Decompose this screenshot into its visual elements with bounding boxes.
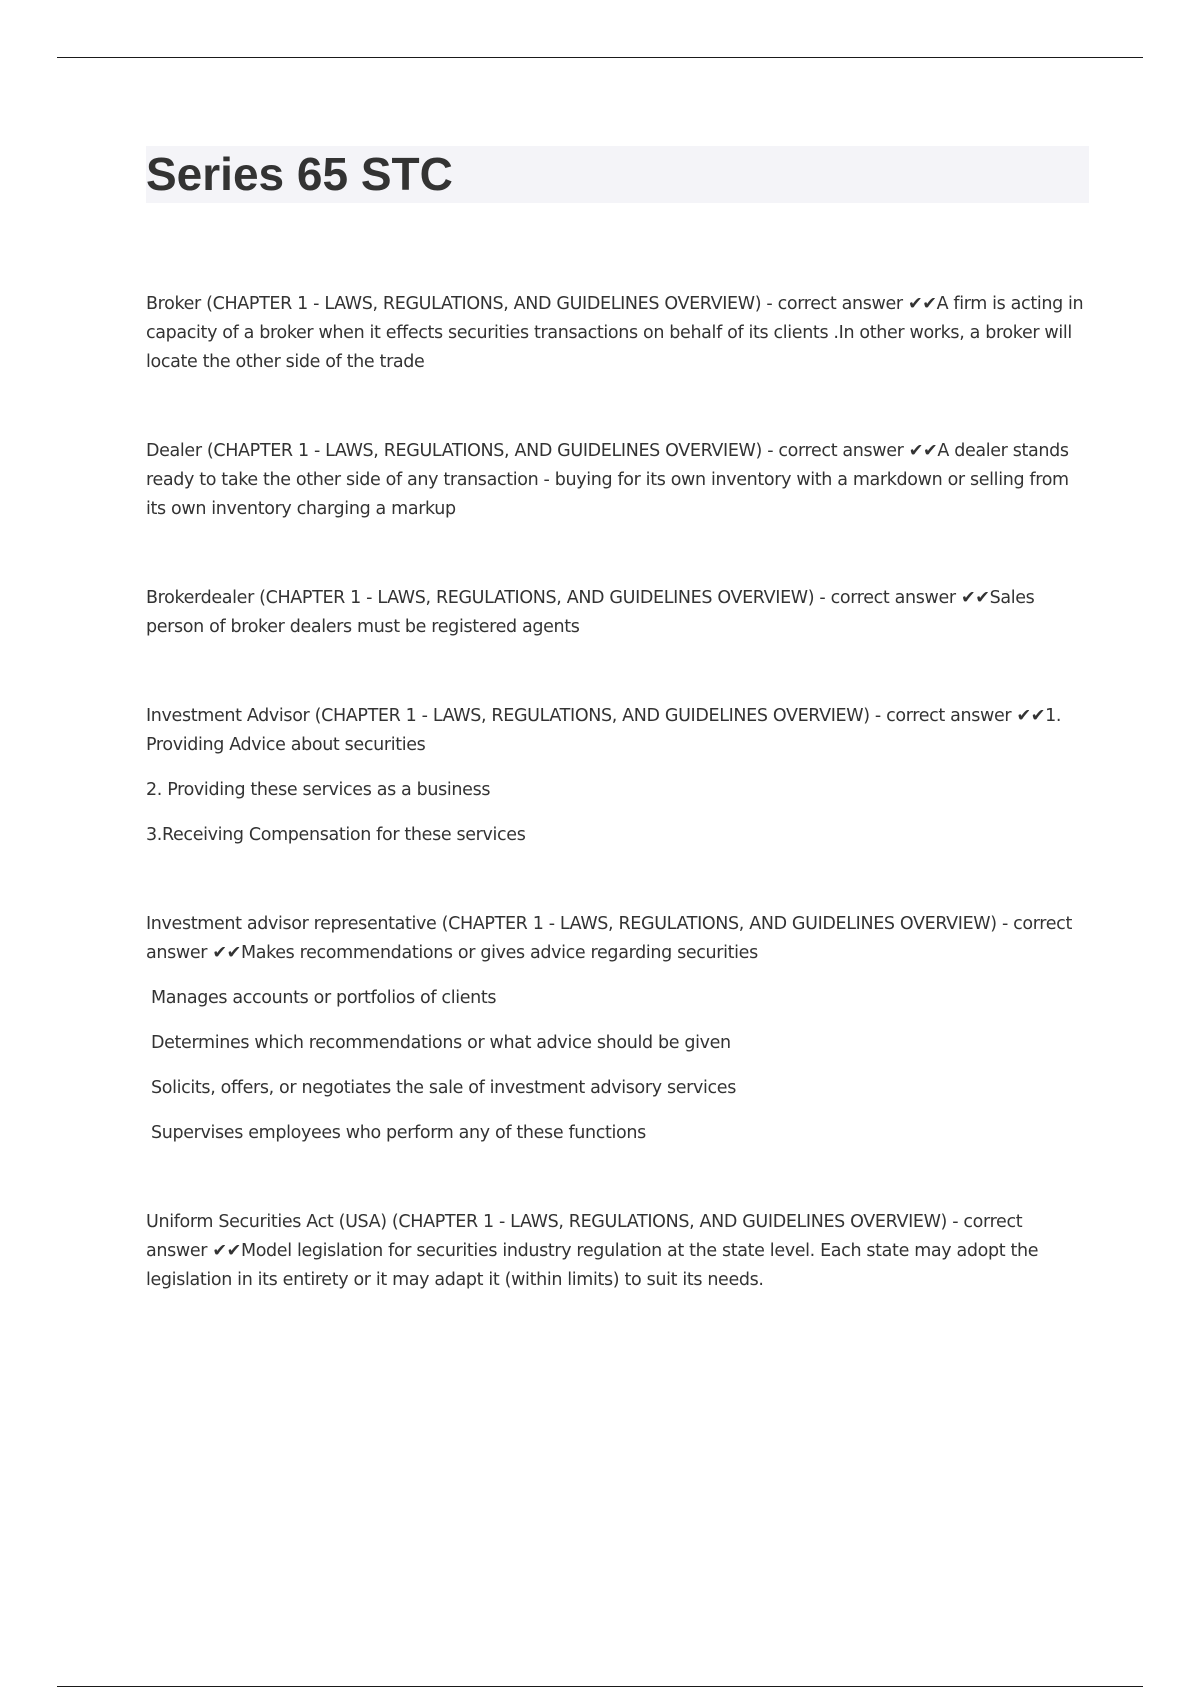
entry-list-item: Supervises employees who perform any of these functions — [151, 1123, 646, 1143]
entry-text: Uniform Securities Act (USA) (CHAPTER 1 - LAWS, REGULATIONS, AND GUIDELINES OVERVIEW) - correct answer ✔✔Model legislation for securities industry regulation at the state level. Each state may adopt the legislation in its entirety or it may adapt it (within limits) to suit its needs. — [146, 1212, 1039, 1290]
entry-text: Investment advisor representative (CHAPTER 1 - LAWS, REGULATIONS, AND GUIDELINES OVERVIEW) - correct answer ✔✔Makes recommendations or gives advice regarding securities — [146, 914, 1072, 963]
entry-list-item: 3.Receiving Compensation for these services — [146, 825, 526, 845]
entry-list-item: 2. Providing these services as a business — [146, 780, 491, 800]
entry-text: Brokerdealer (CHAPTER 1 - LAWS, REGULATIONS, AND GUIDELINES OVERVIEW) - correct answer ✔✔Sales person of broker dealers must be registered agents — [146, 588, 1035, 637]
footer-rule — [57, 1686, 1143, 1687]
entry-text: Investment Advisor (CHAPTER 1 - LAWS, REGULATIONS, AND GUIDELINES OVERVIEW) - correct answer ✔✔1. Providing Advice about securities — [146, 706, 1062, 755]
entry-investment-advisor — [146, 702, 1086, 850]
entry-text: Dealer (CHAPTER 1 - LAWS, REGULATIONS, AND GUIDELINES OVERVIEW) - correct answer ✔✔A dealer stands ready to take the other side of any transaction - buying for its own inventory with a markdown or selling from its own inventory charging a markup — [146, 441, 1069, 519]
entry-investment-advisor-representative — [146, 910, 1086, 1148]
entry-list-item: Solicits, offers, or negotiates the sale of investment advisory services — [151, 1078, 736, 1098]
title-band — [146, 146, 1089, 203]
header-rule — [57, 57, 1143, 58]
entry-text: Broker (CHAPTER 1 - LAWS, REGULATIONS, AND GUIDELINES OVERVIEW) - correct answer ✔✔A firm is acting in capacity of a broker when it effects securities transactions on behalf of its clients .In other works, a broker will locate the other side of the trade — [146, 294, 1084, 372]
entry-list-item: Determines which recommendations or what advice should be given — [151, 1033, 731, 1053]
entry-list-item: Manages accounts or portfolios of clients — [151, 988, 497, 1008]
document-body — [146, 290, 1086, 1295]
entry-broker — [146, 290, 1086, 377]
entry-uniform-securities-act — [146, 1208, 1086, 1295]
page-title: Series 65 STC — [146, 148, 453, 200]
entry-dealer — [146, 437, 1086, 524]
entry-brokerdealer — [146, 584, 1086, 642]
